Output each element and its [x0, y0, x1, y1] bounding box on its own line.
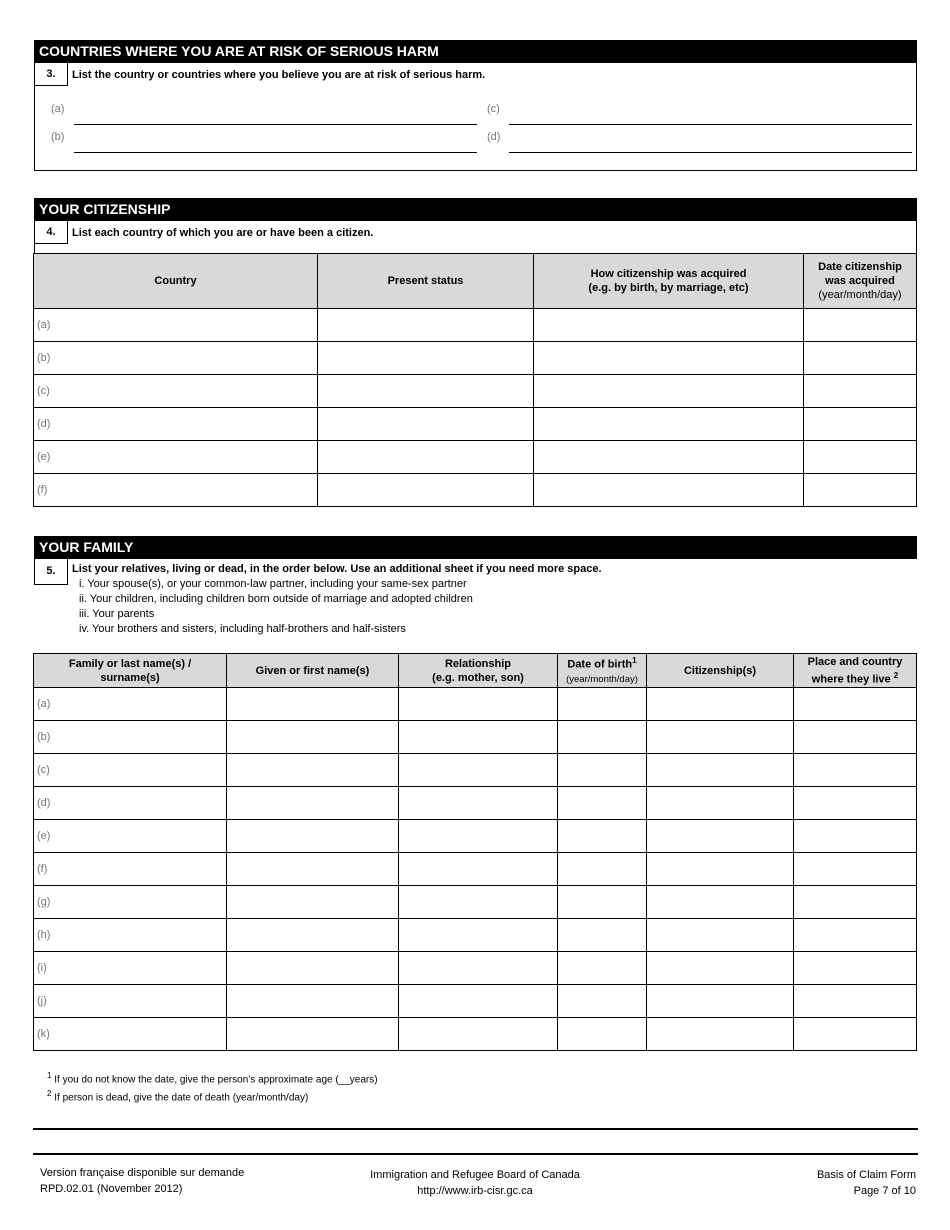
- risk-label-c: (c): [487, 103, 500, 115]
- family-given-cell[interactable]: [227, 820, 399, 853]
- risk-label-d: (d): [487, 131, 501, 143]
- family-citizenship-cell[interactable]: [647, 853, 794, 886]
- family-place-cell[interactable]: [794, 820, 917, 853]
- family-table: [33, 653, 917, 1051]
- family-dob-cell[interactable]: [558, 853, 647, 886]
- family-row: [34, 886, 917, 919]
- family-given-cell[interactable]: [227, 688, 399, 721]
- citizenship-how-cell[interactable]: [534, 441, 804, 474]
- section-header-family: YOUR FAMILY: [34, 536, 917, 559]
- col-relationship: Relationship (e.g. mother, son): [399, 654, 558, 688]
- section-header-risk: COUNTRIES WHERE YOU ARE AT RISK OF SERIOUS HARM: [34, 40, 917, 63]
- family-row: [34, 721, 917, 754]
- family-given-cell[interactable]: [227, 787, 399, 820]
- footer-rule-top: [33, 1128, 918, 1130]
- citizenship-date-cell[interactable]: [804, 474, 917, 507]
- citizenship-how-cell[interactable]: [534, 375, 804, 408]
- question-number-5: 5.: [34, 559, 68, 585]
- risk-country-a-field[interactable]: [74, 124, 477, 125]
- family-surname-cell[interactable]: (e): [34, 820, 227, 853]
- citizenship-status-cell[interactable]: [318, 441, 534, 474]
- family-row: [34, 754, 917, 787]
- family-place-cell[interactable]: [794, 853, 917, 886]
- family-surname-cell[interactable]: (k): [34, 1018, 227, 1051]
- instruction-item: iv. Your brothers and sisters, including half-brothers and half-sisters: [79, 623, 406, 635]
- footer-org-name: Immigration and Refugee Board of Canada: [370, 1169, 580, 1181]
- citizenship-table: [33, 253, 917, 507]
- family-citizenship-cell[interactable]: [647, 721, 794, 754]
- citizenship-how-cell[interactable]: [534, 408, 804, 441]
- family-surname-cell[interactable]: (c): [34, 754, 227, 787]
- citizenship-status-cell[interactable]: [318, 342, 534, 375]
- footer-rule-bottom: [33, 1153, 918, 1155]
- family-relationship-cell[interactable]: [399, 919, 558, 952]
- col-place-country: Place and country where they live $^2$: [794, 654, 917, 688]
- family-relationship-cell[interactable]: [399, 886, 558, 919]
- family-surname-cell[interactable]: (b): [34, 721, 227, 754]
- family-given-cell[interactable]: [227, 919, 399, 952]
- family-citizenship-cell[interactable]: [647, 952, 794, 985]
- family-citizenship-cell[interactable]: [647, 1018, 794, 1051]
- family-surname-cell[interactable]: (d): [34, 787, 227, 820]
- family-citizenship-cell[interactable]: [647, 985, 794, 1018]
- citizenship-country-cell[interactable]: (f): [34, 474, 318, 507]
- footnote-2: $^2$ If person is dead, give the date of death (year/month/day): [47, 1089, 309, 1104]
- question-text-4: List each country of which you are or have been a citizen.: [72, 227, 374, 239]
- family-place-cell[interactable]: [794, 919, 917, 952]
- citizenship-country-cell[interactable]: (c): [34, 375, 318, 408]
- citizenship-country-cell[interactable]: (e): [34, 441, 318, 474]
- citizenship-date-cell[interactable]: [804, 441, 917, 474]
- family-citizenship-cell[interactable]: [647, 919, 794, 952]
- citizenship-date-cell[interactable]: [804, 309, 917, 342]
- col-country: Country: [34, 254, 318, 309]
- citizenship-status-cell[interactable]: [318, 309, 534, 342]
- footer-left: [40, 1165, 244, 1197]
- family-citizenship-cell[interactable]: [647, 688, 794, 721]
- family-citizenship-cell[interactable]: [647, 754, 794, 787]
- family-surname-cell[interactable]: (a): [34, 688, 227, 721]
- citizenship-date-cell[interactable]: [804, 408, 917, 441]
- family-given-cell[interactable]: [227, 853, 399, 886]
- instruction-item: iii. Your parents: [79, 608, 155, 620]
- citizenship-row: [34, 342, 917, 375]
- family-given-cell[interactable]: [227, 1018, 399, 1051]
- footnote-1: $^1$ If you do not know the date, give the person’s approximate age (__years): [47, 1071, 378, 1086]
- citizenship-row: [34, 441, 917, 474]
- footer-center: [300, 1167, 650, 1199]
- family-dob-cell[interactable]: [558, 787, 647, 820]
- citizenship-how-cell[interactable]: [534, 474, 804, 507]
- footer-page-number: Page 7 of 10: [853, 1185, 916, 1197]
- family-place-cell[interactable]: [794, 721, 917, 754]
- family-relationship-cell[interactable]: [399, 754, 558, 787]
- family-dob-cell[interactable]: [558, 721, 647, 754]
- citizenship-status-cell[interactable]: [318, 408, 534, 441]
- family-given-cell[interactable]: [227, 952, 399, 985]
- col-given-name: Given or first name(s): [227, 654, 399, 688]
- family-surname-cell[interactable]: (h): [34, 919, 227, 952]
- family-row: [34, 985, 917, 1018]
- family-place-cell[interactable]: [794, 952, 917, 985]
- question-number-4: 4.: [34, 221, 68, 244]
- citizenship-country-cell[interactable]: (d): [34, 408, 318, 441]
- citizenship-status-cell[interactable]: [318, 474, 534, 507]
- family-dob-cell[interactable]: [558, 919, 647, 952]
- family-row: [34, 1018, 917, 1051]
- risk-country-d-field[interactable]: [509, 152, 912, 153]
- section-header-citizenship: YOUR CITIZENSHIP: [34, 198, 917, 221]
- footer-right: [817, 1167, 916, 1199]
- col-date-acquired: Date citizenship was acquired (year/month/day): [804, 254, 917, 309]
- risk-label-a: (a): [51, 103, 65, 115]
- family-relationship-cell[interactable]: [399, 721, 558, 754]
- family-dob-cell[interactable]: [558, 1018, 647, 1051]
- citizenship-country-cell[interactable]: (a): [34, 309, 318, 342]
- family-dob-cell[interactable]: [558, 985, 647, 1018]
- col-present-status: Present status: [318, 254, 534, 309]
- citizenship-how-cell[interactable]: [534, 342, 804, 375]
- citizenship-how-cell[interactable]: [534, 309, 804, 342]
- family-place-cell[interactable]: [794, 886, 917, 919]
- instruction-item: i. Your spouse(s), or your common-law partner, including your same-sex partner: [79, 578, 467, 590]
- family-place-cell[interactable]: [794, 985, 917, 1018]
- col-surname: Family or last name(s) / surname(s): [34, 654, 227, 688]
- footer-form-code: RPD.02.01 (November 2012): [40, 1183, 183, 1195]
- family-dob-cell[interactable]: [558, 688, 647, 721]
- col-how-acquired: How citizenship was acquired (e.g. by birth, by marriage, etc): [534, 254, 804, 309]
- question-text-5: List your relatives, living or dead, in the order below. Use an additional sheet if you need more space.: [72, 563, 602, 575]
- family-row: [34, 820, 917, 853]
- family-row: [34, 952, 917, 985]
- family-relationship-cell[interactable]: [399, 985, 558, 1018]
- family-dob-cell[interactable]: [558, 820, 647, 853]
- family-surname-cell[interactable]: (i): [34, 952, 227, 985]
- risk-country-c-field[interactable]: [509, 124, 912, 125]
- citizenship-date-cell[interactable]: [804, 342, 917, 375]
- question-number-3: 3.: [34, 63, 68, 86]
- family-instructions: [79, 577, 473, 637]
- family-given-cell[interactable]: [227, 985, 399, 1018]
- family-dob-cell[interactable]: [558, 952, 647, 985]
- family-row: [34, 919, 917, 952]
- family-row: [34, 853, 917, 886]
- family-surname-cell[interactable]: (j): [34, 985, 227, 1018]
- family-dob-cell[interactable]: [558, 886, 647, 919]
- family-relationship-cell[interactable]: [399, 688, 558, 721]
- family-relationship-cell[interactable]: [399, 787, 558, 820]
- family-place-cell[interactable]: [794, 787, 917, 820]
- family-surname-cell[interactable]: (f): [34, 853, 227, 886]
- family-given-cell[interactable]: [227, 721, 399, 754]
- risk-country-b-field[interactable]: [74, 152, 477, 153]
- citizenship-row: [34, 309, 917, 342]
- instruction-item: ii. Your children, including children born outside of marriage and adopted children: [79, 593, 473, 605]
- citizenship-row: [34, 474, 917, 507]
- citizenship-row: [34, 375, 917, 408]
- family-given-cell[interactable]: [227, 754, 399, 787]
- family-citizenship-cell[interactable]: [647, 787, 794, 820]
- family-surname-cell[interactable]: (g): [34, 886, 227, 919]
- family-citizenship-cell[interactable]: [647, 820, 794, 853]
- family-given-cell[interactable]: [227, 886, 399, 919]
- col-citizenship: Citizenship(s): [647, 654, 794, 688]
- risk-label-b: (b): [51, 131, 65, 143]
- family-row: [34, 688, 917, 721]
- family-relationship-cell[interactable]: [399, 853, 558, 886]
- citizenship-country-cell[interactable]: (b): [34, 342, 318, 375]
- family-row: [34, 787, 917, 820]
- family-place-cell[interactable]: [794, 688, 917, 721]
- family-citizenship-cell[interactable]: [647, 886, 794, 919]
- family-dob-cell[interactable]: [558, 754, 647, 787]
- question-text-3: List the country or countries where you believe you are at risk of serious harm.: [72, 69, 486, 81]
- citizenship-date-cell[interactable]: [804, 375, 917, 408]
- footer-form-title: Basis of Claim Form: [816, 1169, 916, 1181]
- family-relationship-cell[interactable]: [399, 820, 558, 853]
- family-place-cell[interactable]: [794, 754, 917, 787]
- citizenship-row: [34, 408, 917, 441]
- family-relationship-cell[interactable]: [399, 952, 558, 985]
- col-date-of-birth: Date of birth$^1$ (year/month/day): [558, 654, 647, 688]
- citizenship-status-cell[interactable]: [318, 375, 534, 408]
- footer-url[interactable]: http://www.irb-cisr.gc.ca: [417, 1185, 533, 1197]
- footer-french-version: Version française disponible sur demande: [40, 1167, 245, 1179]
- family-relationship-cell[interactable]: [399, 1018, 558, 1051]
- family-place-cell[interactable]: [794, 1018, 917, 1051]
